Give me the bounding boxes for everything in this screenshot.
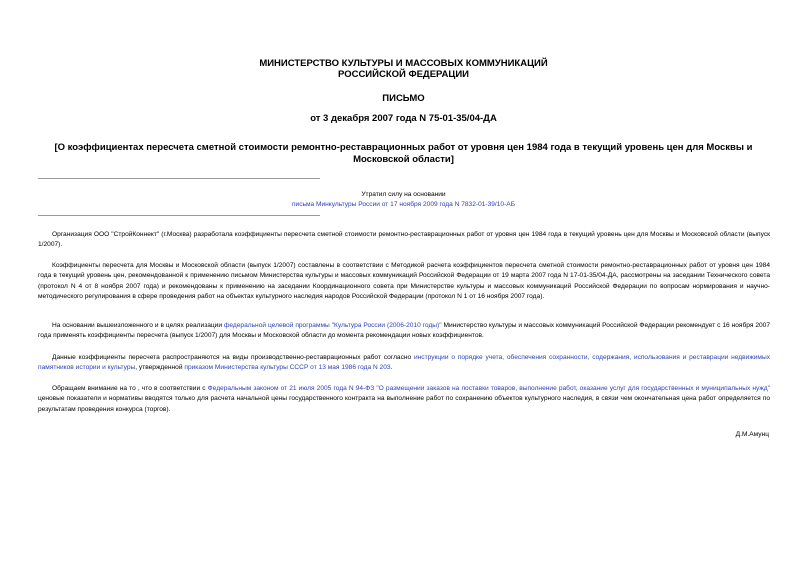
signature: Д.М.Амунц xyxy=(735,431,769,438)
paragraph-3-text-after: Министерство культуры и массовых коммуникаций Российской Федерации рекомендует с 16 ноября 2007 года применять коэффициенты пересчета (выпуск 1/2007) для Москвы и Московской области до момента рекомендации новых коэффициентов. xyxy=(38,322,771,340)
paragraph-4 xyxy=(38,353,770,374)
instruction-link[interactable]: инструкции о порядке учета, обеспечения сохранности, содержания, использования и реставрации недвижимых памятников истории и культуры xyxy=(38,354,770,372)
ministry-name-line1: МИНИСТЕРСТВО КУЛЬТУРЫ И МАССОВЫХ КОММУНИКАЦИЙ xyxy=(259,58,548,69)
paragraph-3 xyxy=(38,321,770,342)
federal-law-link[interactable]: Федеральным законом от 21 июля 2005 года N 94-ФЗ "О размещении заказов на поставки товаров, выполнение работ, оказание услуг для государственных и муниципальных нужд" xyxy=(207,385,770,392)
document-date: от 3 декабря 2007 года N 75-01-35/04-ДА xyxy=(310,113,497,124)
paragraph-4-text-middle: , утвержденной xyxy=(135,364,185,372)
paragraph-3-text-before: На основании вышеизложенного и в целях реализации xyxy=(52,322,224,329)
document-subject: [О коэффициентах пересчета сметной стоимости ремонтно-реставрационных работ от уровня цен 1984 года в текущий уровень цен для Москвы и Московской области] xyxy=(54,142,753,165)
paragraph-5-text-before: Обращаем внимание на то , что в соответствии с xyxy=(52,385,208,392)
paragraph-5-text-after: ценовые показатели и нормативы вводятся только для расчета начальной цены государственного контракта на выполнение работ по сохранению объектов культурного наследия, в связи чем окончательная цена работ определяется по результатам проведения конкурса (торгов). xyxy=(38,395,770,413)
document-type: ПИСЬМО xyxy=(382,93,425,104)
paragraph-1: Организация ООО "СтройКоннект" (г.Москва) разработала коэффициенты пересчета сметной стоимости ремонтно-реставрационных работ от уровня цен 1984 года в текущий уровень цен для Москвы и Московской области (выпуск 1/2007). xyxy=(38,231,770,249)
paragraph-5 xyxy=(38,384,770,415)
ministry-name-line2: РОССИЙСКОЙ ФЕДЕРАЦИИ xyxy=(337,69,469,80)
validity-note-line xyxy=(0,200,807,210)
divider-top xyxy=(38,178,320,179)
paragraph-2: Коэффициенты пересчета для Москвы и Московской области (выпуск 1/2007) составлены в соответствии с Методикой расчета коэффициентов пересчета сметной стоимости ремонтно-реставрационных работ от уровня цен 1984 года в текущий уровень цен, рекомендованной к применению письмом Министерства культуры и массовых коммуникаций Российской Федерации от 19 марта 2007 года N 17-01-35/04-ДА, рассмотрены на заседании Технического совета (протокол N 4 от 8 ноября 2007 года) и рекомендованы к применению на заседании Координационного совета при Министерстве культуры и массовых коммуникаций Российской Федерации по вопросам нормирования и научно-методического регулирования в сфере проведения работ на объектах культурного наследия народов Российской Федерации (протокол N 1 от 16 ноября 2007 года). xyxy=(38,262,770,300)
divider-bottom xyxy=(38,215,320,216)
validity-note-text: Утратил силу на основании xyxy=(361,191,446,198)
program-link[interactable]: федеральной целевой программы "Культура России (2006-2010 годы)" xyxy=(223,322,442,329)
validity-note-link[interactable]: письма Минкультуры России от 17 ноября 2009 года N 7832-01-39/10-АБ xyxy=(291,201,516,208)
paragraph-4-text-before: Данные коэффициенты пересчета распространяются на виды производственно-реставрационных работ согласно xyxy=(52,354,414,361)
paragraph-4-text-after: . xyxy=(390,364,393,372)
order-link[interactable]: приказом Министерства культуры СССР от 13 мая 1986 года N 203 xyxy=(184,364,391,372)
